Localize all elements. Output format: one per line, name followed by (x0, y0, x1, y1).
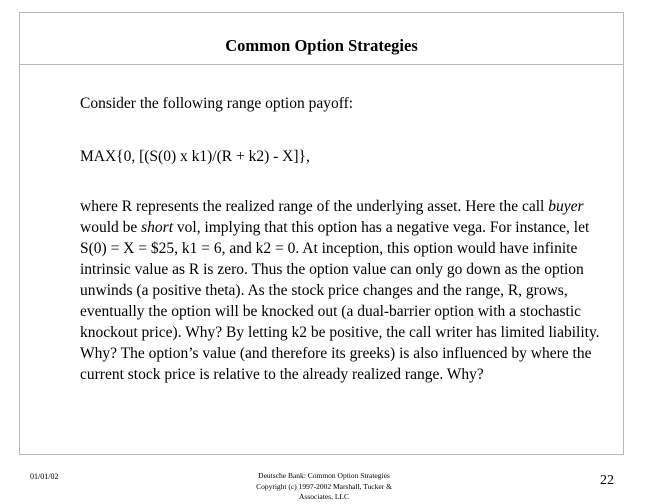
footer-date: 01/01/02 (30, 472, 59, 481)
intro-text: Consider the following range option payoff: (80, 95, 354, 112)
title-divider (19, 64, 624, 65)
slide-title: Common Option Strategies (225, 36, 418, 55)
paragraph-part-1: where R represents the realized range of the underlying asset. Here the call (80, 198, 549, 215)
footer-line-3: Associates, LLC (299, 492, 349, 501)
footer-line-1: Deutsche Bank: Common Option Strategies (258, 471, 390, 480)
emphasis-short: short (141, 219, 174, 236)
page-number: 22 (600, 473, 614, 488)
paragraph-part-3: vol, implying that this option has a negative vega. For instance, let S(0) = X = $25, k1 = 6, and k2 = 0. At inception, this option would have infinite intrinsic value as R is zero. Thus the option value can only go down as the option unwinds (a positive theta). As the stock price changes and the range, R, grows, eventually the option will be knocked out (a dual-barrier option with a stochastic knockout price). Why? By letting k2 be positive, the call writer has limited liability. Why? The option’s value (and therefore its greeks) is also influenced by where the current stock price is relative to the already realized range. Why? (80, 219, 600, 383)
footer-copyright (204, 471, 444, 503)
paragraph-part-2: would be (80, 219, 142, 236)
explanation-paragraph (80, 196, 610, 385)
payoff-formula: MAX{0, [(S(0) x k1)/(R + k2) - X]}, (80, 148, 310, 165)
emphasis-buyer: buyer (548, 198, 584, 215)
footer-line-2: Copyright (c) 1997-2002 Marshall, Tucker & (256, 481, 392, 491)
